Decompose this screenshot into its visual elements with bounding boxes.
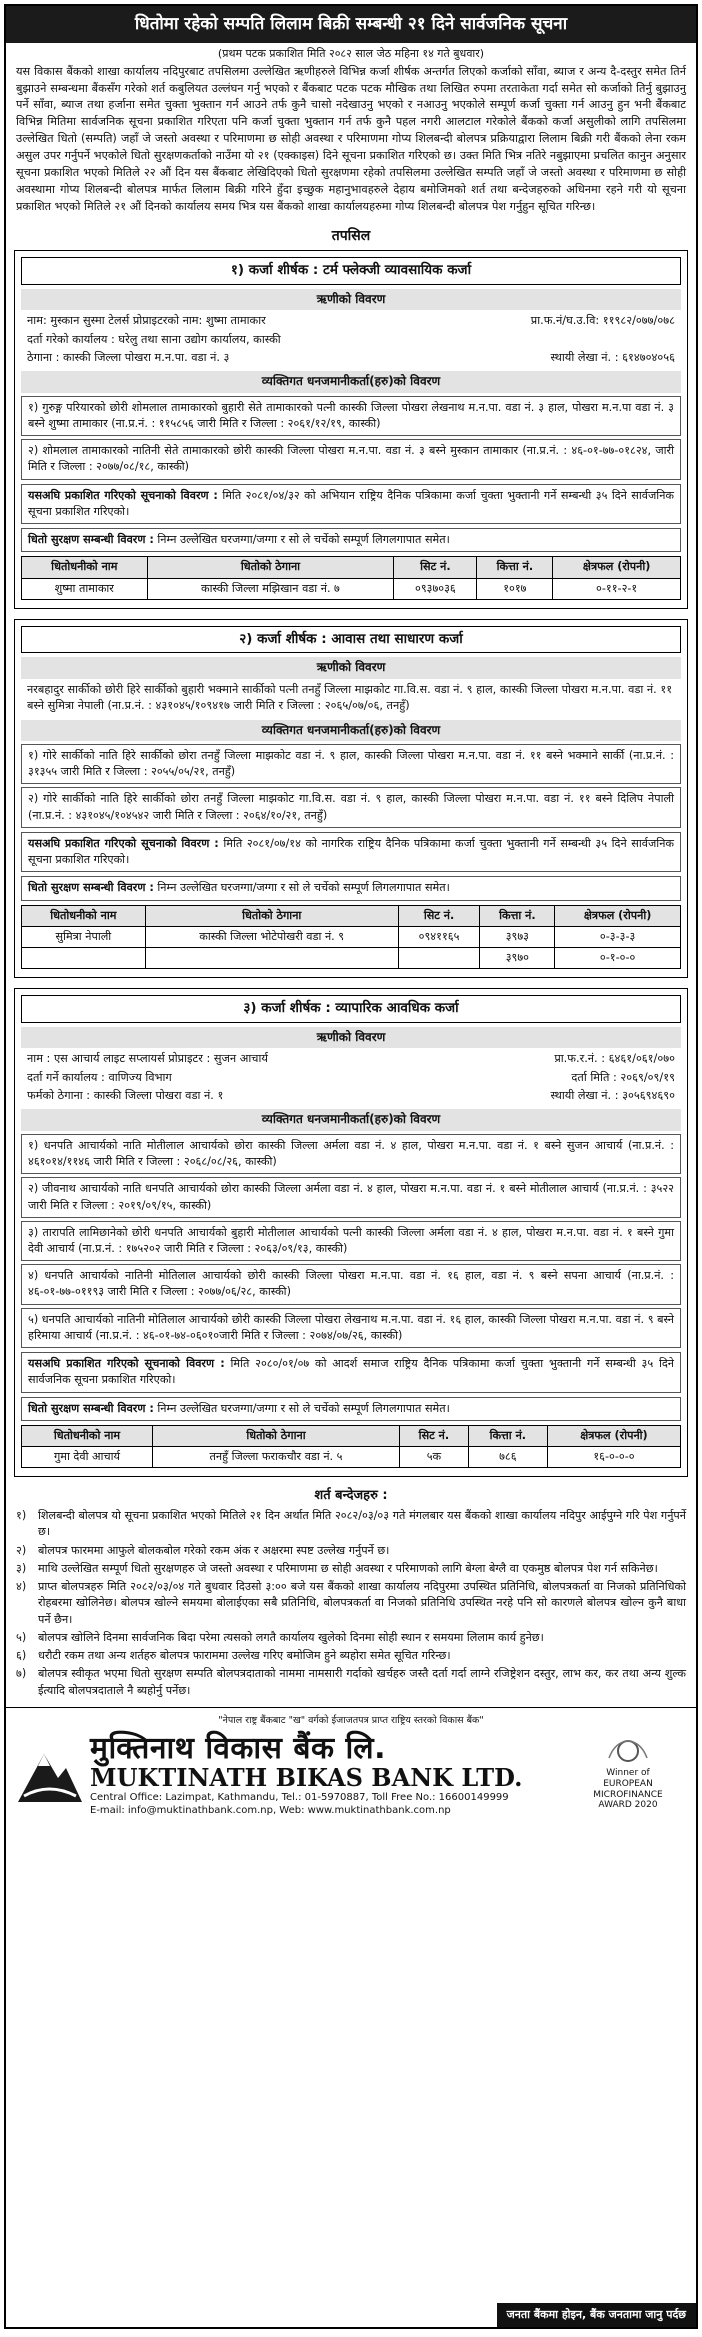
collateral-header-cell: धितोको ठेगाना [152, 1425, 399, 1446]
bank-name-english: MUKTINATH BIKAS BANK LTD. [90, 1762, 523, 1792]
term-number: ३) [16, 1561, 27, 1575]
table-row [22, 948, 681, 969]
borrower-heading: ऋणीको विवरण [21, 289, 681, 310]
collateral-header-row [22, 1425, 681, 1446]
collateral-header-cell: सिट नं. [398, 905, 480, 926]
collateral-header-cell: धितोधनीको नाम [22, 1425, 153, 1446]
collateral-cell [145, 948, 398, 969]
guarantor-heading: व्यक्तिगत धनजमानीकर्ता(हरु)को विवरण [21, 371, 681, 392]
guarantor-item: ५) धनपति आचार्यको नातिनी मोतिलाल आचार्यको छोरी कास्की जिल्ला पोखरा लेखनाथ म.न.पा. वडा नं. १६ हाल, कास्की जिल्ला पोखरा म.न.पा. वडा नं. ९ बस्ने हरिमाया आचार्य (ना.प्र.नं. : ४६-०१-७४-०६०१०जारी मिति र जिल्ला : २०७४/०७/२६, कास्की) [21, 1308, 681, 1348]
guarantor-item: २) जीवनाथ आचार्यको नाति धनपति आचार्यको छोरा कास्की जिल्ला अर्मला वडा नं. ४ हाल, पोखरा म.न.पा. वडा नं. १ बस्ने मोतीलाल आचार्य (ना.प्र.नं. : ३५२२ जारी मिति र जिल्ला : २०१९/०९/१५, कास्की) [21, 1177, 681, 1217]
collateral-header-cell: धितोको ठेगाना [147, 557, 394, 578]
term-text: बोलपत्र स्वीकृत भएमा धितो सुरक्षण सम्पति बोलपत्रदाताको नाममा नामसारी गर्दाको खर्चहरु जस्तै दर्ता गर्दा लाग्ने रजिष्ट्रेशन दस्तुर, लाभ कर, कर तथा अन्य शुल्क ईत्यादि बोलपत्रदाताले नै ब्यहोर्नु पर्नेछ। [38, 1667, 686, 1697]
award-badge [568, 1738, 688, 1811]
previous-notice [21, 832, 681, 872]
collateral-header-cell: सिट नं. [400, 1425, 469, 1446]
collateral-cell: शुष्मा तामाकार [22, 578, 148, 599]
borrower-line-right: दर्ता मिति : २०६९/०९/१९ [571, 1070, 675, 1084]
loan-sections [6, 250, 696, 1477]
notice-page [4, 4, 698, 2329]
term-text: प्राप्त बोलपत्रहरु मिति २०८२/०३/०४ गते बुधवार दिउसो ३:०० बजे यस बैंकको शाखा कार्यालय नदिपुरमा उपस्थित प्रतिनिधि, बोलपत्रकर्ता वा निजको प्रतिनिधिको रोहबरमा खोलिनेछ। बोलपत्र खोल्ने समयमा बोलाईएका सबै प्रतिनिधि, बोलपत्रकर्ता वा निजको प्रतिनिधि उपस्थित नरहे पनि सो कारणले बोलपत्र खोल्न कुनै बाधा पर्ने छैन। [38, 1580, 686, 1626]
collateral-cell: कास्की जिल्ला भोटेपोखरी वडा नं. ९ [145, 926, 398, 947]
collateral-header-cell: सिट नं. [394, 557, 477, 578]
collateral-cell: ०९३७०३६ [394, 578, 477, 599]
term-item [16, 1561, 686, 1577]
collateral-cell: ३९७३ [480, 926, 555, 947]
previous-notice-text: मिति २०८०/०१/०७ को आदर्श समाज राष्ट्रिय दैनिक पत्रिकामा कर्जा चुक्ता भुक्तानी गर्ने सम्बन्धी ३५ दिने सार्वजनिक सूचना प्रकाशित गरिएको। [28, 1357, 675, 1387]
award-line-4: AWARD 2020 [598, 1800, 658, 1811]
award-laurel-icon [605, 1738, 651, 1764]
table-row [22, 1447, 681, 1468]
collateral-table [21, 556, 681, 599]
previous-notice-label: यसअघि प्रकाशित गरिएको सूचनाको विवरण : [28, 1357, 225, 1371]
term-number: ७) [16, 1667, 27, 1681]
borrower-line-left: दर्ता गरेको कार्यालय : घरेलु तथा साना उद्योग कार्यालय, कास्की [27, 332, 281, 346]
loan-section-title: २) कर्जा शीर्षक : आवास तथा साधारण कर्जा [21, 626, 681, 654]
security-label: धितो सुरक्षण सम्बन्धी विवरण : [28, 533, 154, 547]
borrower-line [15, 349, 687, 367]
term-number: ४) [16, 1580, 27, 1594]
loan-section-title: ३) कर्जा शीर्षक : व्यापारिक आवधिक कर्जा [21, 995, 681, 1023]
borrower-line-right: स्थायी लेखा नं. : ३०५६९४६९० [550, 1089, 675, 1103]
term-number: ६) [16, 1649, 27, 1663]
collateral-header-row [22, 905, 681, 926]
borrower-heading: ऋणीको विवरण [21, 657, 681, 678]
loan-section-title: १) कर्जा शीर्षक : टर्म फ्लेक्जी व्यावसायिक कर्जा [21, 257, 681, 285]
collateral-header-cell: क्षेत्रफल (रोपनी) [553, 557, 681, 578]
previous-notice-label: यसअघि प्रकाशित गरिएको सूचनाको विवरण : [28, 836, 219, 850]
security-details [21, 1397, 681, 1421]
guarantor-list [21, 396, 681, 480]
guarantor-item: ३) तारापति लामिछानेको छोरी धनपति आचार्यको बुहारी मोतीलाल आचार्यको पत्नी कास्की जिल्ला अर्मला वडा नं. ४ हाल, पोखरा म.न.पा. वडा नं. १ बस्ने गुमा देवी आचार्य (ना.प्र.नं. : १७५२०२ जारी मिति र जिल्ला : २०६३/०९/१३, कास्की) [21, 1221, 681, 1261]
collateral-header-cell: कित्ता नं. [468, 1425, 547, 1446]
term-text: माथि उल्लेखित सम्पूर्ण धितो सुरक्षणहरु जे जस्तो अवस्था र परिमाणमा छ सोही अवस्था र परिमाणको लागि बेग्ला बेग्लै वा एकमुष्ठ बोलपत्र पेश गर्न सकिनेछ। [38, 1561, 658, 1575]
collateral-cell: गुमा देवी आचार्य [22, 1447, 153, 1468]
notice-title: धितोमा रहेको सम्पति लिलाम बिक्री सम्बन्धी २१ दिने सार्वजनिक सूचना [6, 6, 696, 43]
collateral-header-cell: कित्ता नं. [477, 557, 553, 578]
loan-section [14, 988, 688, 1477]
collateral-cell: तनहुँ जिल्ला फराकचौर वडा नं. ५ [152, 1447, 399, 1468]
term-number: १) [16, 1509, 27, 1523]
guarantor-item: १) गोरे सार्कीको नाति हिरे सार्कीको छोरा तनहुँ जिल्ला माझकोट वडा नं. ९ हाल, कास्की जिल्ला पोखरा म.न.पा. वडा नं. ११ बस्ने भक्माने सार्की (ना.प्र.नं. : ३१३५५ जारी मिति र जिल्ला : २०५५/०५/२१, तनहुँ) [21, 744, 681, 784]
collateral-cell [398, 948, 480, 969]
email-web: E-mail: info@muktinathbank.com.np, Web: www.muktinathbank.com.np [90, 1805, 451, 1817]
terms-title: शर्त बन्देजहरु : [314, 1488, 388, 1504]
borrower-line-left: फर्मको ठेगाना : कास्की जिल्ला पोखरा वडा नं. १ [27, 1089, 224, 1103]
borrower-line-right: प्रा.फ.र.नं. : ६४६१/०६१/०७० [554, 1052, 675, 1066]
security-text: निम्न उल्लेखित घरजग्गा/जग्गा र सो ले चर्चेको सम्पूर्ण लिगलगापात समेत। [157, 533, 450, 547]
terms-list [6, 1508, 696, 1699]
term-text: शिलबन्दी बोलपत्र यो सूचना प्रकाशित भएको मितिले २१ दिन अर्थात मिति २०८२/०३/०३ गते मंगलबार यस बैंकको शाखा कार्यालय नदिपुर आईपुग्ने गरि पेश गर्नुपर्ने छ। [38, 1509, 686, 1539]
collateral-cell: ७८६ [468, 1447, 547, 1468]
term-number: २) [16, 1543, 27, 1557]
loan-section [14, 619, 688, 978]
term-item [16, 1666, 686, 1698]
bank-slogan: जनता बैंकमा होइन, बैंक जनतामा जानु पर्दछ [497, 2303, 696, 2327]
collateral-cell [22, 948, 146, 969]
award-line-1: Winner of [606, 1768, 650, 1778]
bank-footer [6, 1728, 696, 1822]
tapasil-heading: तपसिल [331, 228, 371, 245]
borrower-heading: ऋणीको विवरण [21, 1027, 681, 1048]
collateral-cell: ०-१-०-० [555, 948, 681, 969]
guarantor-item: १) गुरुङ्ग परियारको छोरी शोमलाल तामाकारको बुहारी सेते तामाकारको पत्नी कास्की जिल्ला पोखरा लेखनाथ म.न.पा. वडा नं. ३ हाल, पोखरा म.न.पा वडा नं. ३ बस्ने शुष्मा तामाकार (ना.प्र.नं. : ११५८५६ जारी मिति र जिल्ला : २०६१/१२/१९, कास्की) [21, 396, 681, 436]
term-item [16, 1648, 686, 1664]
borrower-line-left: दर्ता गर्ने कार्यालय : वाणिज्य विभाग [27, 1070, 172, 1084]
collateral-table [21, 1425, 681, 1468]
table-row [22, 926, 681, 947]
security-details [21, 876, 681, 900]
table-row [22, 578, 681, 599]
award-line-2: EUROPEAN [603, 1778, 653, 1789]
term-text: धरौटी रकम तथा अन्य शर्तहरु बोलपत्र फाराममा उल्लेख गरिए बमोजिम हुने ब्यहोरा समेत सूचित गरिन्छ। [38, 1649, 451, 1663]
term-item [16, 1508, 686, 1540]
bank-logo-icon [14, 1744, 84, 1806]
guarantor-item: २) शोमलाल तामाकारको नातिनी सेते तामाकारको छोरी कास्की जिल्ला पोखरा म.न.पा. वडा नं. ३ बस्ने मुस्कान तामाकार (ना.प्र.नं. : ४६-०१-७७-०१८२४, जारी मिति र जिल्ला : २०७७/०८/१८, कास्की) [21, 439, 681, 479]
bank-name-nepali: मुक्तिनाथ विकास बैंक लि. [90, 1730, 387, 1766]
borrower-line-left: नाम : एस आचार्य लाइट सप्लायर्स प्रोप्राइटर : सुजन आचार्य [27, 1052, 268, 1066]
publication-date: (प्रथम पटक प्रकाशित मिति २०८२ साल जेठ महिना १४ गते बुधवार) [217, 46, 485, 60]
security-details [21, 528, 681, 552]
guarantor-heading: व्यक्तिगत धनजमानीकर्ता(हरु)को विवरण [21, 720, 681, 741]
borrower-line-right: प्रा.फ.नं/घ.उ.वि: ११९८२/०७७/०७८ [530, 314, 675, 328]
term-text: बोलपत्र खोलिने दिनमा सार्वजनिक बिदा परेमा त्यसको लगतै कार्यालय खुलेको दिनमा सोही स्थान र समयमा लिलाम कार्य हुनेछ। [38, 1630, 544, 1644]
previous-notice-label: यसअघि प्रकाशित गरिएको सूचनाको विवरण : [28, 488, 218, 502]
previous-notice-text: मिति २०८१/०७/१४ को नागरिक राष्ट्रिय दैनिक पत्रिकामा कर्जा चुक्ता भुक्तानी गर्ने सम्बन्धी ३५ दिने सार्वजनिक सूचना प्रकाशित गरिएको। [28, 836, 674, 867]
bank-name-block [84, 1732, 568, 1818]
collateral-header-cell: कित्ता नं. [480, 905, 555, 926]
central-office: Central Office: Lazimpat, Kathmandu, Tel.: 01-5970887, Toll Free No.: 16600149999 [90, 1791, 509, 1803]
collateral-cell: ०९४११६५ [398, 926, 480, 947]
guarantor-item: २) गोरे सार्कीको नाति हिरे सार्कीको छोरा तनहुँ जिल्ला माझकोट गा.वि.स. वडा नं. ९ हाल, कास्की जिल्ला पोखरा म.न.पा. वडा नं. ११ बस्ने दिलिप नेपाली (ना.प्र.नं. : ४३१०४५/१०४५४२ जारी मिति र जिल्ला : २०६४/१०/२१, तनहुँ) [21, 787, 681, 827]
borrower-line [15, 331, 687, 349]
previous-notice-text: मिति २०८१/०४/३२ को अभियान राष्ट्रिय दैनिक पत्रिकामा कर्जा चुक्ता भुक्तानी गर्ने सम्बन्धी ३५ दिने सार्वजनिक सूचना प्रकाशित गरिएको। [28, 488, 674, 518]
guarantor-list [21, 744, 681, 828]
term-item [16, 1579, 686, 1628]
previous-notice [21, 1352, 681, 1392]
term-item [16, 1543, 686, 1559]
loan-section [14, 250, 688, 609]
collateral-cell: ३९७० [480, 948, 555, 969]
intro-paragraph: यस विकास बैंकको शाखा कार्यालय नदिपुरबाट तपसिलमा उल्लेखित ऋणीहरुले विभिन्न कर्जा शीर्षक अन्तर्गत लिएको कर्जाको साँवा, ब्याज र अन्य दै-दस्तुर समेत तिर्न बुझाउने सम्बन्धमा बैंकसँग गरेको शर्त कबुलियत उल्लंघन गर्नु भएको र बैंकबाट पटक पटक मौखिक तथा लिखित रुपमा तरताकेता गर्दा समेत सो कर्जाको तिर्नु बुझाउनु पर्ने साँवा, ब्याज तथा हर्जाना समेत चुक्ता भुक्तान गर्न आउने तर्फ कुनै चासो नदेखाउनु भएको र नआउनु भएकोले सम्पूर्ण कर्जा चुक्ता गर्न आउनु हुन भनी बैंकबाट विभिन्न मितिमा सार्वजनिक सूचना प्रकाशित गरिएता पनि कर्जा चुक्ता भुक्तान गर्न तर्फ कुनै पहल नगरी आलटाल गरेकोले बैंकको कर्जा असुलीको लागि तपसिलमा उल्लेखित धितो (सम्पति) जहाँ जे जस्तो अवस्था र परिमाणमा छ सोही अवस्था र परिमाणमा गोप्य शिलबन्दी बोलपत्र प्रक्रियाद्वारा लिलाम बिक्री गरी बैंकको लेना रकम असुल उपर गर्नुपर्ने भएकोले धितो सुरक्षणकर्ताको नाउँमा यो २१ (एक्काइस) दिने सूचना प्रकाशित गरिएको छ। उक्त मिति भित्र नतिरे नबुझाएमा प्रचलित कानुन अनुसार सूचना प्रकाशित भएको मितिले २२ औं दिन यस बैंकबाट लेखिदिएको धितो सुरक्षणमा रहेको तपसिलमा उल्लेखित सम्पति जहाँ जे जस्तो अवस्था र परिमाणमा छ सोही अवस्थामा गोप्य शिलबन्दी बोलपत्र मार्फत लिलाम बिक्री गरिने हुँदा इच्छुक महानुभावहरुले देहाय बमोजिमको शर्त तथा बन्देजहरुको अधिनमा रहने गरी यो सूचना प्रकाशित भएको मितिले २१ औं दिनको कार्यालय समय भित्र यस बैंकको शाखा कार्यालयहरुमा गोप्य शिलबन्दी बोलपत्र पेश गर्नुहुन सूचित गरिन्छ। [16, 64, 686, 214]
collateral-table [21, 905, 681, 970]
footer-divider [6, 1707, 696, 1708]
borrower-line-left: ठेगाना : कास्की जिल्ला पोखरा म.न.पा. वडा नं. ३ [27, 351, 230, 365]
guarantor-item: ४) धनपति आचार्यको नातिनी मोतिलाल आचार्यको छोरी कास्की जिल्ला पोखरा म.न.पा. वडा नं. १६ हाल, वडा नं. ९ बस्ने सपना आचार्य (ना.प्र.नं. : ४६-०१-७७-०११९३ जारी मिति र जिल्ला : २०७७/०६/२८, कास्की) [21, 1264, 681, 1304]
collateral-cell: ०-३-३-३ [555, 926, 681, 947]
guarantor-list [21, 1134, 681, 1348]
borrower-line [15, 1069, 687, 1087]
term-number: ५) [16, 1630, 27, 1644]
collateral-cell: ५क [400, 1447, 469, 1468]
collateral-cell: ०-११-२-१ [553, 578, 681, 599]
borrower-line [15, 312, 687, 330]
term-text: बोलपत्र फारममा आफुले बोलकबोल गरेको रकम अंक र अक्षरमा स्पष्ट उल्लेख गर्नुपर्ने छ। [38, 1543, 390, 1557]
award-line-3: MICROFINANCE [593, 1789, 663, 1800]
collateral-header-cell: क्षेत्रफल (रोपनी) [555, 905, 681, 926]
collateral-header-cell: क्षेत्रफल (रोपनी) [547, 1425, 680, 1446]
borrower-line [15, 1050, 687, 1068]
previous-notice [21, 484, 681, 524]
security-text: निम्न उल्लेखित घरजग्गा/जग्गा र सो ले चर्चेको सम्पूर्ण लिगलगापात समेत। [157, 1401, 450, 1415]
borrower-line-left: नाम: मुस्कान सुस्मा टेलर्स प्रोप्राइटरको नाम: शुष्मा तामाकार [27, 314, 266, 328]
term-item [16, 1630, 686, 1646]
borrower-line-right: स्थायी लेखा नं. : ६१४७०४०५६ [550, 351, 675, 365]
collateral-cell: कास्की जिल्ला मझिखान वडा नं. ७ [147, 578, 394, 599]
collateral-header-cell: धितोधनीको नाम [22, 557, 148, 578]
security-label: धितो सुरक्षण सम्बन्धी विवरण : [28, 881, 154, 895]
collateral-cell: १६-०-०-० [547, 1447, 680, 1468]
collateral-header-cell: धितोधनीको नाम [22, 905, 146, 926]
guarantor-item: १) धनपति आचार्यको नाति मोतीलाल आचार्यको छोरा कास्की जिल्ला अर्मला वडा नं. ४ हाल, पोखरा म.न.पा. वडा नं. १ बस्ने सुजन आचार्य (ना.प्र.नं. : ४६१०१४/११४६ जारी मिति र जिल्ला : २०६८/०८/२६, कास्की) [21, 1134, 681, 1174]
borrower-line [15, 681, 687, 716]
collateral-header-cell: धितोको ठेगाना [145, 905, 398, 926]
security-label: धितो सुरक्षण सम्बन्धी विवरण : [28, 1401, 154, 1415]
borrower-line-left: नरबहादुर सार्कीको छोरी हिरे सार्कीको बुहारी भक्माने सार्कीको पत्नी तनहुँ जिल्ला माझकोट गा.वि.स. वडा नं. ९ हाल, कास्की जिल्ला पोखरा म.न.पा. वडा नं. ११ बस्ने सुमित्रा नेपाली (ना.प्र.नं. : ४३१०४५/१०९४१७ जारी मिति र जिल्ला : २०६५/०७/०६, तनहुँ) [27, 682, 673, 713]
guarantor-heading: व्यक्तिगत धनजमानीकर्ता(हरु)को विवरण [21, 1109, 681, 1130]
collateral-header-row [22, 557, 681, 578]
borrower-line [15, 1087, 687, 1105]
slogan-bar [6, 2303, 696, 2327]
bank-tagline: "नेपाल राष्ट्र बैंकबाट "ख" वर्गको ईजाजतपत्र प्राप्त राष्ट्रिय स्तरको विकास बैंक" [218, 1714, 484, 1726]
security-text: निम्न उल्लेखित घरजग्गा/जग्गा र सो ले चर्चेको सम्पूर्ण लिगलगापात समेत। [157, 881, 450, 895]
collateral-cell: १०१७ [477, 578, 553, 599]
collateral-cell: सुमित्रा नेपाली [22, 926, 146, 947]
